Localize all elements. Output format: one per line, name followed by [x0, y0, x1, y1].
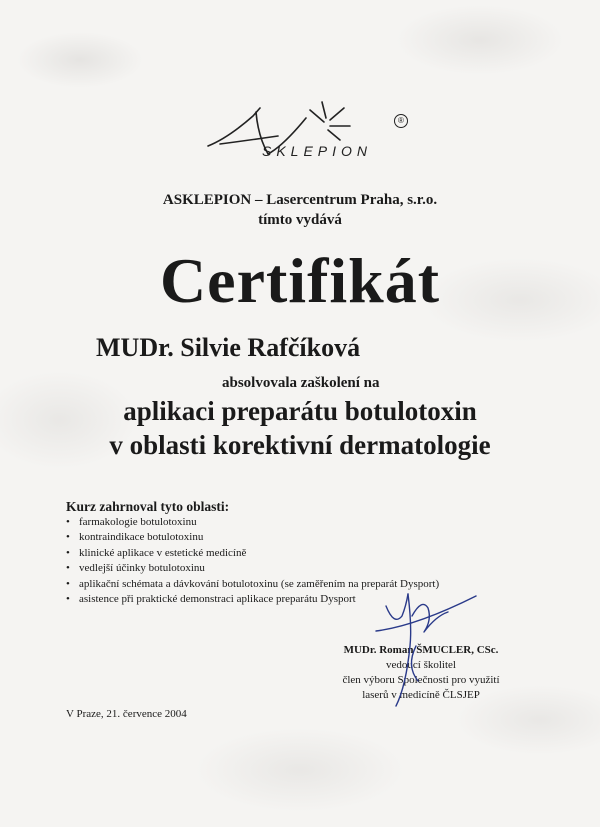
list-item: • klinické aplikace v estetické medicíně	[66, 546, 439, 561]
course-line-2: v oblasti korektivní dermatologie	[109, 430, 491, 460]
completed-line: absolvovala zaškolení na	[222, 375, 380, 391]
issues-line: tímto vydává	[258, 212, 342, 228]
list-item: • kontraindikace botulotoxinu	[66, 530, 439, 545]
course-line-1: aplikaci preparátu botulotoxin	[123, 396, 477, 426]
signer-role: vedoucí školitel	[386, 659, 456, 671]
certificate-title: Certifikát	[159, 245, 441, 316]
topics-heading: Kurz zahrnoval tyto oblasti:	[66, 499, 230, 514]
logo-text: SKLEPION	[262, 143, 373, 159]
handwritten-signature	[356, 586, 486, 716]
list-item: • vedlejší účinky botulotoxinu	[66, 561, 439, 576]
place-date: V Praze, 21. července 2004	[66, 708, 187, 720]
asklepion-logo	[198, 96, 418, 172]
registered-mark: ®	[394, 114, 408, 128]
recipient-name: MUDr. Silvie Rafčíková	[96, 333, 361, 362]
signer-org-line-2: laserů v medicíně ČLSJEP	[362, 689, 480, 701]
issuer-name: ASKLEPION – Lasercentrum Praha, s.r.o.	[162, 192, 438, 208]
list-item: • farmakologie botulotoxinu	[66, 515, 439, 530]
list-item: • aplikační schémata a dávkování botulotoxinu (se zaměřením na preparát Dysport)	[66, 577, 439, 592]
list-item: • asistence při praktické demonstraci aplikace preparátu Dysport	[66, 592, 439, 607]
signer-name: MUDr. Roman ŠMUCLER, CSc.	[343, 644, 499, 656]
signer-org-line-1: člen výboru Společnosti pro využití	[342, 674, 500, 686]
